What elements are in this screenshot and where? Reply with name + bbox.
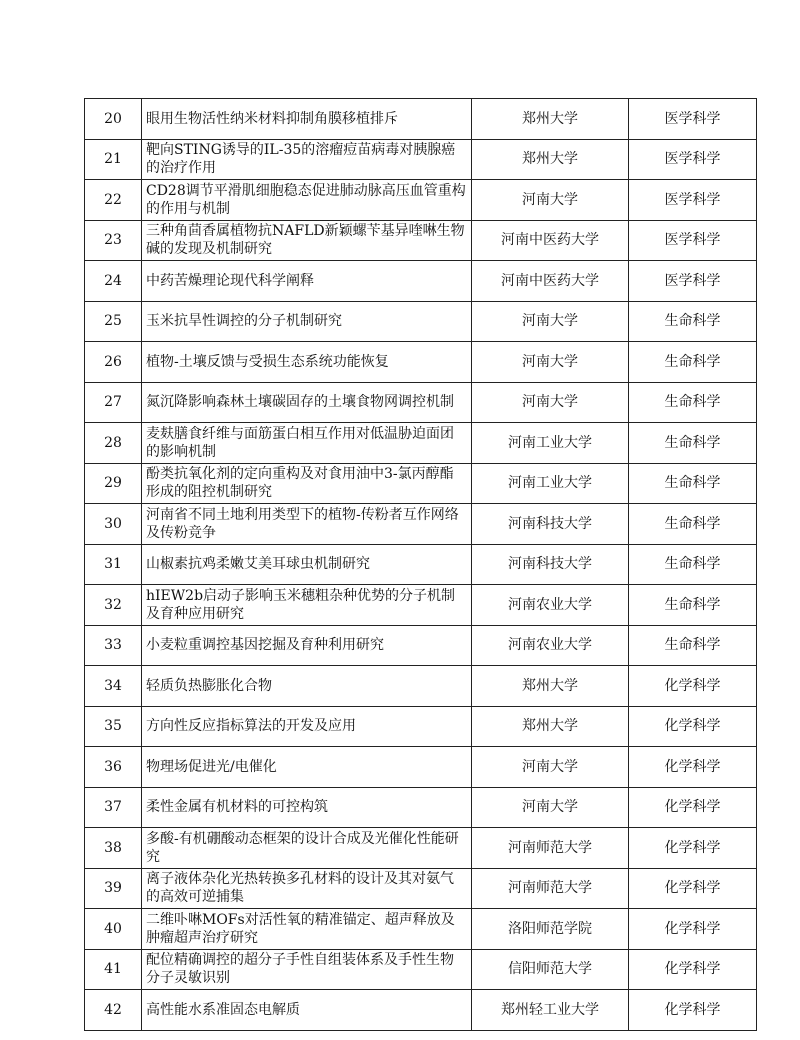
discipline-field: 医学科学 [629,139,757,180]
project-title: 柔性金属有机材料的可控构筑 [142,787,472,828]
project-title: 物理场促进光/电催化 [142,747,472,788]
row-number: 39 [85,868,142,909]
row-number: 28 [85,423,142,464]
row-number: 21 [85,139,142,180]
table-row [85,463,757,504]
discipline-field: 生命科学 [629,463,757,504]
project-title: 靶向STING诱导的IL-35的溶瘤痘苗病毒对胰腺癌的治疗作用 [142,139,472,180]
project-title: 多酸-有机硼酸动态框架的设计合成及光催化性能研究 [142,828,472,869]
table-row [85,139,757,180]
row-number: 33 [85,625,142,666]
table-row [85,180,757,221]
institution-name: 郑州大学 [472,99,629,140]
institution-name: 河南中医药大学 [472,220,629,261]
row-number: 30 [85,504,142,545]
row-number: 25 [85,301,142,342]
table-row [85,666,757,707]
institution-name: 河南科技大学 [472,544,629,585]
institution-name: 河南大学 [472,301,629,342]
project-title: 酚类抗氧化剂的定向重构及对食用油中3-氯丙醇酯形成的阻控机制研究 [142,463,472,504]
table-row [85,828,757,869]
discipline-field: 医学科学 [629,261,757,302]
project-title: 二维卟啉MOFs对活性氧的精准锚定、超声释放及肿瘤超声治疗研究 [142,909,472,950]
discipline-field: 化学科学 [629,990,757,1031]
institution-name: 郑州轻工业大学 [472,990,629,1031]
project-title: 植物-土壤反馈与受损生态系统功能恢复 [142,342,472,383]
institution-name: 河南大学 [472,787,629,828]
row-number: 24 [85,261,142,302]
discipline-field: 化学科学 [629,949,757,990]
table-row [85,868,757,909]
discipline-field: 生命科学 [629,544,757,585]
institution-name: 信阳师范大学 [472,949,629,990]
row-number: 42 [85,990,142,1031]
project-title: 离子液体杂化光热转换多孔材料的设计及其对氨气的高效可逆捕集 [142,868,472,909]
table-row [85,787,757,828]
project-title: 配位精确调控的超分子手性自组装体系及手性生物分子灵敏识别 [142,949,472,990]
row-number: 22 [85,180,142,221]
institution-name: 河南大学 [472,342,629,383]
institution-name: 河南中医药大学 [472,261,629,302]
discipline-field: 生命科学 [629,504,757,545]
institution-name: 河南大学 [472,180,629,221]
table-row [85,220,757,261]
table-row [85,990,757,1031]
project-table [84,98,757,1031]
project-title: 高性能水系准固态电解质 [142,990,472,1031]
row-number: 31 [85,544,142,585]
institution-name: 郑州大学 [472,139,629,180]
row-number: 35 [85,706,142,747]
project-title: 三种角茴香属植物抗NAFLD新颖螺苄基异喹啉生物碱的发现及机制研究 [142,220,472,261]
row-number: 41 [85,949,142,990]
institution-name: 河南大学 [472,382,629,423]
discipline-field: 化学科学 [629,868,757,909]
discipline-field: 化学科学 [629,706,757,747]
project-title: 方向性反应指标算法的开发及应用 [142,706,472,747]
table-row [85,949,757,990]
institution-name: 河南科技大学 [472,504,629,545]
table-row [85,544,757,585]
project-title: 氮沉降影响森林土壤碳固存的土壤食物网调控机制 [142,382,472,423]
table-row [85,504,757,545]
row-number: 37 [85,787,142,828]
row-number: 34 [85,666,142,707]
table-row [85,99,757,140]
discipline-field: 化学科学 [629,747,757,788]
project-title: hIEW2b启动子影响玉米穗粗杂种优势的分子机制及育种应用研究 [142,585,472,626]
project-title: 眼用生物活性纳米材料抑制角膜移植排斥 [142,99,472,140]
project-title: 麦麸膳食纤维与面筋蛋白相互作用对低温胁迫面团的影响机制 [142,423,472,464]
table-row [85,706,757,747]
discipline-field: 生命科学 [629,301,757,342]
institution-name: 郑州大学 [472,666,629,707]
institution-name: 洛阳师范学院 [472,909,629,950]
discipline-field: 医学科学 [629,180,757,221]
row-number: 36 [85,747,142,788]
row-number: 26 [85,342,142,383]
institution-name: 河南农业大学 [472,585,629,626]
table-row [85,342,757,383]
table-row [85,382,757,423]
discipline-field: 化学科学 [629,828,757,869]
row-number: 27 [85,382,142,423]
discipline-field: 生命科学 [629,342,757,383]
table-row [85,261,757,302]
project-title: 玉米抗旱性调控的分子机制研究 [142,301,472,342]
table-row [85,423,757,464]
discipline-field: 生命科学 [629,625,757,666]
table-row [85,585,757,626]
project-title: 中药苦燥理论现代科学阐释 [142,261,472,302]
table-row [85,301,757,342]
discipline-field: 生命科学 [629,585,757,626]
table-row [85,747,757,788]
institution-name: 河南工业大学 [472,423,629,464]
row-number: 32 [85,585,142,626]
table-row [85,625,757,666]
institution-name: 河南大学 [472,747,629,788]
institution-name: 河南工业大学 [472,463,629,504]
discipline-field: 生命科学 [629,423,757,464]
institution-name: 河南师范大学 [472,868,629,909]
discipline-field: 化学科学 [629,909,757,950]
project-table-body [85,99,757,1031]
row-number: 40 [85,909,142,950]
discipline-field: 化学科学 [629,787,757,828]
project-title: CD28调节平滑肌细胞稳态促进肺动脉高压血管重构的作用与机制 [142,180,472,221]
discipline-field: 生命科学 [629,382,757,423]
row-number: 20 [85,99,142,140]
discipline-field: 医学科学 [629,220,757,261]
project-title: 轻质负热膨胀化合物 [142,666,472,707]
project-title: 山椒素抗鸡柔嫩艾美耳球虫机制研究 [142,544,472,585]
project-title: 河南省不同土地利用类型下的植物-传粉者互作网络及传粉竞争 [142,504,472,545]
discipline-field: 化学科学 [629,666,757,707]
discipline-field: 医学科学 [629,99,757,140]
table-row [85,909,757,950]
row-number: 38 [85,828,142,869]
institution-name: 河南农业大学 [472,625,629,666]
institution-name: 河南师范大学 [472,828,629,869]
institution-name: 郑州大学 [472,706,629,747]
row-number: 23 [85,220,142,261]
row-number: 29 [85,463,142,504]
project-title: 小麦粒重调控基因挖掘及育种利用研究 [142,625,472,666]
